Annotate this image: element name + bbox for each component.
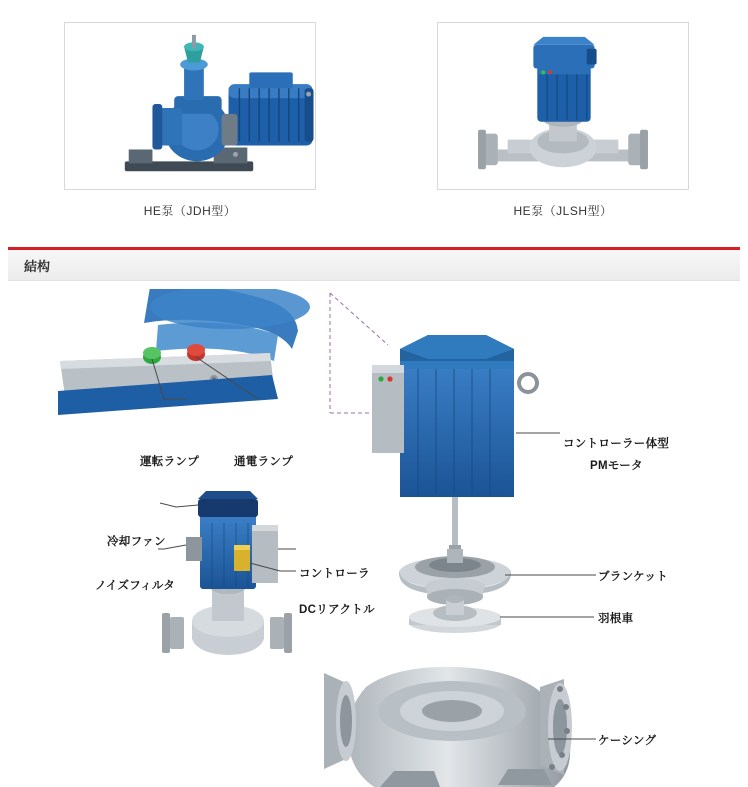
impeller-part [409,595,501,633]
label-run-lamp: 運転ランプ [140,456,199,468]
he-pump-jlsh-illustration [438,23,688,189]
product-caption-jdh: HE泵（JDH型） [143,204,237,218]
structure-diagram [0,287,748,787]
label-pm-motor-line1: コントローラー体型 [563,438,670,450]
label-pm-motor-line2: PMモータ [590,460,643,472]
label-controller: コントローラ [299,568,370,580]
lamp-closeup-inset [45,287,330,417]
label-impeller: 羽根車 [598,613,634,625]
label-casing: ケーシング [598,735,657,747]
label-dc-reactor: DCリアクトル [299,604,375,616]
casing-part [324,667,572,787]
label-power-lamp: 通電ランプ [234,456,293,468]
label-bracket: ブランケット [598,571,668,583]
product-cell-jlsh [433,22,693,219]
section-header-structure [8,247,740,281]
he-pump-jdh-photo [64,22,316,190]
product-caption-jlsh: HE泵（JLSH型） [513,204,613,218]
section-title: 結构 [24,258,51,274]
he-pump-jdh-illustration [65,23,315,189]
left-assembly [162,491,292,655]
product-cell-jdh [60,22,320,219]
he-pump-jlsh-photo [437,22,689,190]
label-cooling-fan: 冷却ファン [107,536,166,548]
label-noise-filter: ノイズフィルタ [95,580,176,592]
product-photo-row [0,0,748,219]
